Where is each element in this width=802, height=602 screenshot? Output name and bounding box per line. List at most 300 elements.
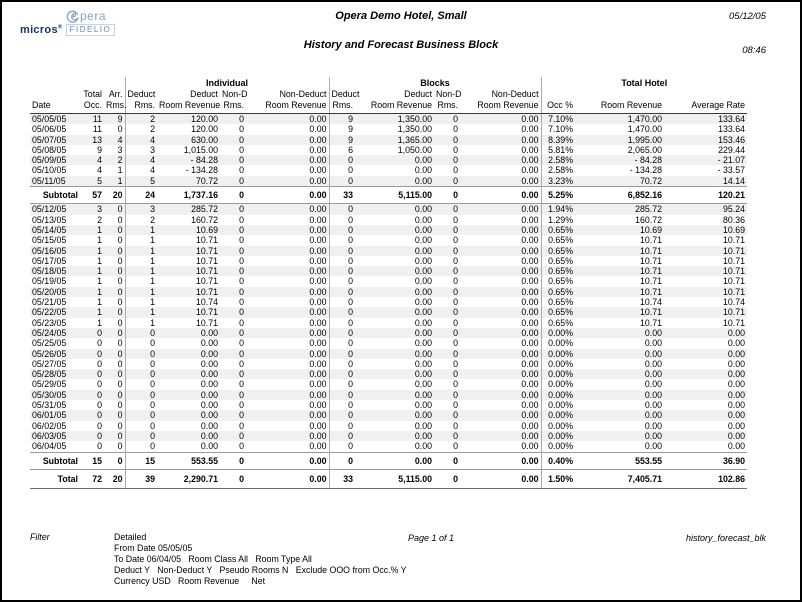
- table-row: [30, 421, 747, 431]
- value-cell: 6,852.16: [575, 187, 664, 204]
- value-cell: 2: [125, 215, 157, 225]
- table-row: [30, 155, 747, 165]
- history-forecast-table: [30, 77, 747, 489]
- value-cell: 0.00: [644, 379, 663, 390]
- value-cell: 0: [97, 379, 102, 390]
- filter-label: Filter: [30, 532, 50, 542]
- value-cell: 0.00: [414, 155, 433, 166]
- value-cell: 1: [125, 235, 157, 245]
- value-cell: 10.71: [723, 307, 746, 318]
- col-header: Room Revenue: [246, 100, 329, 114]
- value-cell: 0: [329, 318, 355, 328]
- value-cell: 0: [125, 379, 157, 389]
- value-cell: 120.00: [191, 114, 218, 124]
- row-label-cell: 06/04/05: [32, 441, 67, 452]
- value-cell: 0.00: [414, 379, 433, 390]
- value-cell: 0.00: [727, 358, 746, 369]
- page-indicator: Page 1 of 1: [408, 533, 455, 543]
- value-cell: 0: [97, 430, 102, 441]
- value-cell: 0.00: [521, 441, 539, 452]
- table-row: [30, 276, 747, 286]
- value-cell: 0: [329, 349, 355, 359]
- value-cell: 0: [117, 348, 123, 359]
- value-cell: 1: [125, 307, 157, 317]
- value-cell: 0.65%: [541, 307, 575, 317]
- filter-line: To Date 06/04/05 Room Class All Room Type All: [114, 554, 312, 564]
- value-cell: 0.00: [727, 327, 746, 338]
- value-cell: 0: [453, 297, 459, 308]
- value-cell: 0: [117, 214, 123, 225]
- value-cell: 0: [239, 134, 244, 145]
- group-total-hotel: Total Hotel: [541, 77, 747, 89]
- table-row: [30, 338, 747, 348]
- value-cell: 0.00: [200, 338, 218, 349]
- row-label-cell: 05/18/05: [32, 266, 67, 277]
- value-cell: 0.00: [644, 327, 663, 338]
- value-cell: 160.72: [635, 214, 663, 225]
- value-cell: 0.00: [521, 389, 539, 400]
- value-cell: 0.00: [521, 124, 539, 135]
- col-header: Rms.: [329, 100, 355, 114]
- value-cell: 0: [239, 420, 244, 431]
- value-cell: 0.00: [200, 358, 218, 369]
- value-cell: 0.00: [521, 175, 539, 186]
- value-cell: 10.71: [195, 317, 218, 328]
- value-cell: 14.14: [723, 175, 746, 186]
- value-cell: 0: [329, 431, 355, 441]
- value-cell: 0: [125, 338, 157, 348]
- value-cell: 0.00: [460, 187, 541, 204]
- table-row: [30, 135, 747, 145]
- row-label-cell: 05/27/05: [32, 358, 67, 369]
- value-cell: 0: [453, 400, 459, 411]
- col-header: Occ.: [80, 100, 104, 114]
- value-cell: 0.00: [414, 245, 433, 256]
- row-label-cell: 05/23/05: [32, 317, 67, 328]
- value-cell: 10.71: [640, 276, 663, 287]
- value-cell: 0.00: [414, 441, 433, 452]
- value-cell: 0: [104, 452, 125, 469]
- row-label-cell: 06/02/05: [32, 420, 67, 431]
- value-cell: 0.00: [521, 286, 539, 297]
- micros-logo-text: micros®: [20, 24, 63, 36]
- col-header: Room Revenue: [355, 100, 434, 114]
- value-cell: 1,350.00: [397, 114, 433, 124]
- value-cell: 0.00: [521, 410, 539, 421]
- value-cell: 0: [117, 369, 123, 380]
- value-cell: 0: [239, 297, 244, 308]
- value-cell: 0.00: [414, 224, 433, 235]
- value-cell: 0.00%: [541, 410, 575, 420]
- value-cell: 0.00: [309, 155, 327, 166]
- value-cell: 0.00: [309, 175, 327, 186]
- value-cell: - 134.28: [629, 165, 663, 176]
- value-cell: 0: [329, 390, 355, 400]
- value-cell: 0.00%: [541, 349, 575, 359]
- value-cell: 0.00: [309, 307, 327, 318]
- value-cell: 0: [125, 441, 157, 452]
- col-header: [30, 89, 80, 100]
- filter-line: Currency USD Room Revenue Net: [114, 576, 266, 586]
- col-header: Rms.: [104, 100, 125, 114]
- value-cell: 1: [97, 297, 102, 308]
- col-header: Room Revenue: [157, 100, 220, 114]
- value-cell: 1.29%: [541, 215, 575, 225]
- value-cell: 0.00: [309, 400, 327, 411]
- table-row: [30, 297, 747, 307]
- value-cell: 0: [434, 452, 460, 469]
- value-cell: 10.71: [195, 286, 218, 297]
- value-cell: 0: [329, 307, 355, 317]
- value-cell: 0: [453, 155, 459, 166]
- value-cell: 10.71: [640, 255, 663, 266]
- table-row: [30, 431, 747, 441]
- value-cell: 0: [97, 441, 102, 452]
- value-cell: 1: [97, 245, 102, 256]
- row-label-cell: Subtotal: [30, 187, 80, 204]
- value-cell: 10.71: [195, 276, 218, 287]
- col-header: Rms.: [125, 100, 157, 114]
- opera-logo-text: pera: [80, 9, 107, 23]
- row-label-cell: 05/31/05: [32, 400, 67, 411]
- value-cell: 153.46: [718, 134, 746, 145]
- value-cell: 0.00: [414, 297, 433, 308]
- value-cell: 5,115.00: [355, 187, 434, 204]
- value-cell: 0.00: [309, 410, 327, 421]
- value-cell: 0.00: [309, 430, 327, 441]
- table-row: [30, 400, 747, 410]
- value-cell: 0.00: [727, 338, 746, 349]
- value-cell: 0: [117, 286, 123, 297]
- value-cell: 1,050.00: [397, 144, 433, 155]
- value-cell: 0.65%: [541, 297, 575, 307]
- value-cell: 0: [239, 400, 244, 411]
- value-cell: 0.00: [246, 452, 329, 469]
- col-header: [664, 89, 747, 100]
- value-cell: 1,470.00: [627, 114, 663, 124]
- value-cell: 10.69: [723, 224, 746, 235]
- value-cell: 10.71: [723, 286, 746, 297]
- value-cell: 0.00: [309, 245, 327, 256]
- value-cell: 0.00: [200, 430, 218, 441]
- value-cell: 0.00: [727, 389, 746, 400]
- value-cell: 1: [97, 286, 102, 297]
- value-cell: 0.00: [309, 165, 327, 176]
- value-cell: 10.71: [195, 235, 218, 246]
- value-cell: 1,365.00: [397, 134, 433, 145]
- row-label-cell: 05/10/05: [32, 165, 67, 176]
- table-row: [30, 225, 747, 235]
- value-cell: 0: [239, 430, 244, 441]
- value-cell: 0: [329, 338, 355, 348]
- value-cell: 0: [239, 441, 244, 452]
- value-cell: 0: [220, 187, 246, 204]
- value-cell: 1: [125, 266, 157, 276]
- value-cell: 0.00: [309, 214, 327, 225]
- print-date: 05/12/05: [729, 11, 766, 22]
- value-cell: 0.00: [200, 379, 218, 390]
- table-row: [30, 318, 747, 328]
- col-header: Total: [83, 89, 102, 99]
- value-cell: 1: [125, 225, 157, 235]
- value-cell: 72: [80, 469, 104, 488]
- value-cell: 0.00: [521, 430, 539, 441]
- value-cell: 1: [97, 224, 102, 235]
- value-cell: 2.58%: [541, 165, 575, 175]
- value-cell: 0: [239, 379, 244, 390]
- col-header: Non-D: [222, 89, 248, 99]
- value-cell: 0.00: [521, 204, 539, 215]
- value-cell: 0: [117, 204, 123, 215]
- row-label-cell: 05/05/05: [32, 114, 67, 124]
- table-row: [30, 441, 747, 452]
- value-cell: 3: [125, 204, 157, 215]
- value-cell: 0: [97, 369, 102, 380]
- value-cell: 10.71: [195, 307, 218, 318]
- row-label-cell: 05/25/05: [32, 338, 67, 349]
- value-cell: 1.50%: [541, 469, 575, 488]
- value-cell: 1,995.00: [627, 134, 663, 145]
- value-cell: 0.00: [309, 124, 327, 135]
- col-header: Non-Deduct: [279, 89, 327, 99]
- table-row: [30, 307, 747, 317]
- value-cell: 0.00: [309, 317, 327, 328]
- value-cell: 39: [125, 469, 157, 488]
- value-cell: 0.00: [414, 410, 433, 421]
- value-cell: 0: [453, 124, 459, 135]
- value-cell: 0: [117, 297, 123, 308]
- value-cell: 95.24: [723, 204, 746, 215]
- value-cell: 0.00: [309, 297, 327, 308]
- value-cell: 0.00: [309, 379, 327, 390]
- value-cell: 0: [117, 224, 123, 235]
- group-blocks: Blocks: [329, 77, 541, 89]
- value-cell: 9: [97, 144, 102, 155]
- value-cell: 0.00: [309, 224, 327, 235]
- value-cell: 0.00: [414, 286, 433, 297]
- value-cell: 229.44: [718, 144, 746, 155]
- value-cell: 0: [239, 389, 244, 400]
- value-cell: 0: [453, 204, 459, 215]
- filter-line: From Date 05/05/05: [114, 543, 193, 553]
- value-cell: 0: [453, 338, 459, 349]
- value-cell: 10.71: [723, 266, 746, 277]
- value-cell: 0.00: [414, 214, 433, 225]
- col-header: Occ %: [541, 100, 575, 114]
- value-cell: 0: [329, 421, 355, 431]
- row-label-cell: 05/17/05: [32, 255, 67, 266]
- value-cell: 0: [239, 338, 244, 349]
- value-cell: 0: [329, 452, 355, 469]
- value-cell: 0: [125, 369, 157, 379]
- value-cell: 0.00%: [541, 328, 575, 338]
- value-cell: 0.00: [414, 338, 433, 349]
- micros-fidelio-logo: [20, 24, 170, 36]
- value-cell: 1,350.00: [397, 124, 433, 135]
- row-label-cell: 06/03/05: [32, 430, 67, 441]
- value-cell: 9: [329, 135, 355, 145]
- subtotal-row: [30, 452, 747, 469]
- value-cell: 0: [117, 410, 123, 421]
- value-cell: 160.72: [191, 214, 218, 225]
- value-cell: 0: [453, 245, 459, 256]
- value-cell: 10.71: [640, 245, 663, 256]
- value-cell: 8.39%: [541, 135, 575, 145]
- value-cell: 0.00: [521, 317, 539, 328]
- table-row: [30, 114, 747, 125]
- value-cell: 0.00: [521, 369, 539, 380]
- value-cell: 0: [453, 420, 459, 431]
- value-cell: 4: [125, 155, 157, 165]
- value-cell: 7.10%: [541, 124, 575, 134]
- table-row: [30, 246, 747, 256]
- value-cell: 0.00: [727, 400, 746, 411]
- value-cell: 285.72: [635, 204, 663, 215]
- value-cell: 0: [97, 338, 102, 349]
- value-cell: 4: [117, 134, 123, 145]
- value-cell: 0.00: [200, 327, 218, 338]
- row-label-cell: 05/20/05: [32, 286, 67, 297]
- value-cell: 0: [453, 235, 459, 246]
- value-cell: 10.71: [195, 245, 218, 256]
- value-cell: 0: [453, 255, 459, 266]
- value-cell: 10.69: [640, 224, 663, 235]
- column-header-row-2: [30, 100, 747, 114]
- value-cell: 5: [125, 176, 157, 187]
- row-label-cell: 05/24/05: [32, 327, 67, 338]
- value-cell: 0: [117, 327, 123, 338]
- col-header: Deduct: [125, 89, 157, 100]
- value-cell: 0: [453, 175, 459, 186]
- value-cell: 0.00: [521, 255, 539, 266]
- value-cell: 0: [239, 144, 244, 155]
- value-cell: 7.10%: [541, 114, 575, 125]
- col-header: Average Rate: [664, 100, 747, 114]
- value-cell: 0.00: [521, 266, 539, 277]
- col-header: [575, 89, 664, 100]
- value-cell: 0: [220, 452, 246, 469]
- value-cell: 0.00: [644, 348, 663, 359]
- value-cell: 1: [97, 317, 102, 328]
- value-cell: 0: [117, 338, 123, 349]
- row-label-cell: 05/08/05: [32, 144, 67, 155]
- value-cell: 0: [239, 255, 244, 266]
- value-cell: 0.00: [309, 338, 327, 349]
- value-cell: 0: [220, 469, 246, 488]
- value-cell: 0: [329, 287, 355, 297]
- value-cell: 10.71: [195, 266, 218, 277]
- table-row: [30, 390, 747, 400]
- value-cell: 0.00: [309, 204, 327, 215]
- value-cell: 0.00: [521, 165, 539, 176]
- row-label-cell: 05/14/05: [32, 224, 67, 235]
- value-cell: 1: [97, 276, 102, 287]
- value-cell: 70.72: [195, 175, 218, 186]
- value-cell: 0.00: [414, 369, 433, 380]
- value-cell: 0: [117, 235, 123, 246]
- value-cell: 0: [329, 297, 355, 307]
- value-cell: 0: [239, 165, 244, 176]
- value-cell: 10.71: [640, 266, 663, 277]
- row-label-cell: 05/16/05: [32, 245, 67, 256]
- value-cell: 0: [329, 276, 355, 286]
- value-cell: 0: [117, 276, 123, 287]
- value-cell: 0: [97, 358, 102, 369]
- value-cell: 0.00: [200, 400, 218, 411]
- value-cell: 9: [329, 114, 355, 125]
- value-cell: 80.36: [723, 214, 746, 225]
- value-cell: 0: [97, 410, 102, 421]
- row-label-cell: 05/13/05: [32, 214, 67, 225]
- table-row: [30, 328, 747, 338]
- value-cell: 0.00: [309, 358, 327, 369]
- value-cell: 0: [453, 369, 459, 380]
- row-label-cell: 05/09/05: [32, 155, 67, 166]
- col-header: Rms.: [434, 100, 460, 114]
- value-cell: 1: [125, 297, 157, 307]
- value-cell: 3: [97, 204, 102, 215]
- value-cell: 5.25%: [541, 187, 575, 204]
- value-cell: 0: [453, 214, 459, 225]
- value-cell: 0.00: [414, 235, 433, 246]
- value-cell: 0: [329, 328, 355, 338]
- value-cell: 10.71: [640, 307, 663, 318]
- table-row: [30, 359, 747, 369]
- value-cell: 0.00: [521, 358, 539, 369]
- value-cell: 0.00: [309, 441, 327, 452]
- col-header: Room Revenue: [575, 100, 664, 114]
- table-row: [30, 379, 747, 389]
- value-cell: 0: [239, 224, 244, 235]
- column-header-row-1: [30, 89, 747, 100]
- value-cell: 11: [92, 114, 102, 124]
- col-header: Deduct: [190, 89, 218, 99]
- value-cell: 0.00: [309, 276, 327, 287]
- value-cell: 0.00: [200, 389, 218, 400]
- value-cell: 4: [97, 155, 102, 166]
- value-cell: - 134.28: [185, 165, 218, 176]
- col-header: Deduct: [404, 89, 433, 99]
- value-cell: 0.00%: [541, 431, 575, 441]
- value-cell: 0.00: [521, 276, 539, 287]
- value-cell: 0.00: [309, 420, 327, 431]
- value-cell: 0.00: [521, 338, 539, 349]
- value-cell: 1: [97, 307, 102, 318]
- value-cell: 1,470.00: [627, 124, 663, 135]
- value-cell: 0: [329, 246, 355, 256]
- value-cell: 0.00: [460, 452, 541, 469]
- value-cell: 0: [97, 389, 102, 400]
- value-cell: 0: [117, 430, 123, 441]
- value-cell: 0: [239, 114, 244, 124]
- value-cell: 0.00: [414, 317, 433, 328]
- value-cell: 0: [117, 124, 123, 135]
- value-cell: 0.00: [644, 389, 663, 400]
- value-cell: 0: [453, 389, 459, 400]
- value-cell: 33: [329, 187, 355, 204]
- value-cell: 1: [117, 165, 123, 176]
- value-cell: 0: [239, 348, 244, 359]
- value-cell: 0.00%: [541, 390, 575, 400]
- value-cell: 0: [97, 400, 102, 411]
- table-row: [30, 215, 747, 225]
- col-header: Non-D: [436, 89, 462, 99]
- value-cell: 0.00: [309, 235, 327, 246]
- value-cell: 10.71: [723, 245, 746, 256]
- value-cell: 0: [453, 144, 459, 155]
- value-cell: 0.00: [727, 430, 746, 441]
- value-cell: 1: [97, 235, 102, 246]
